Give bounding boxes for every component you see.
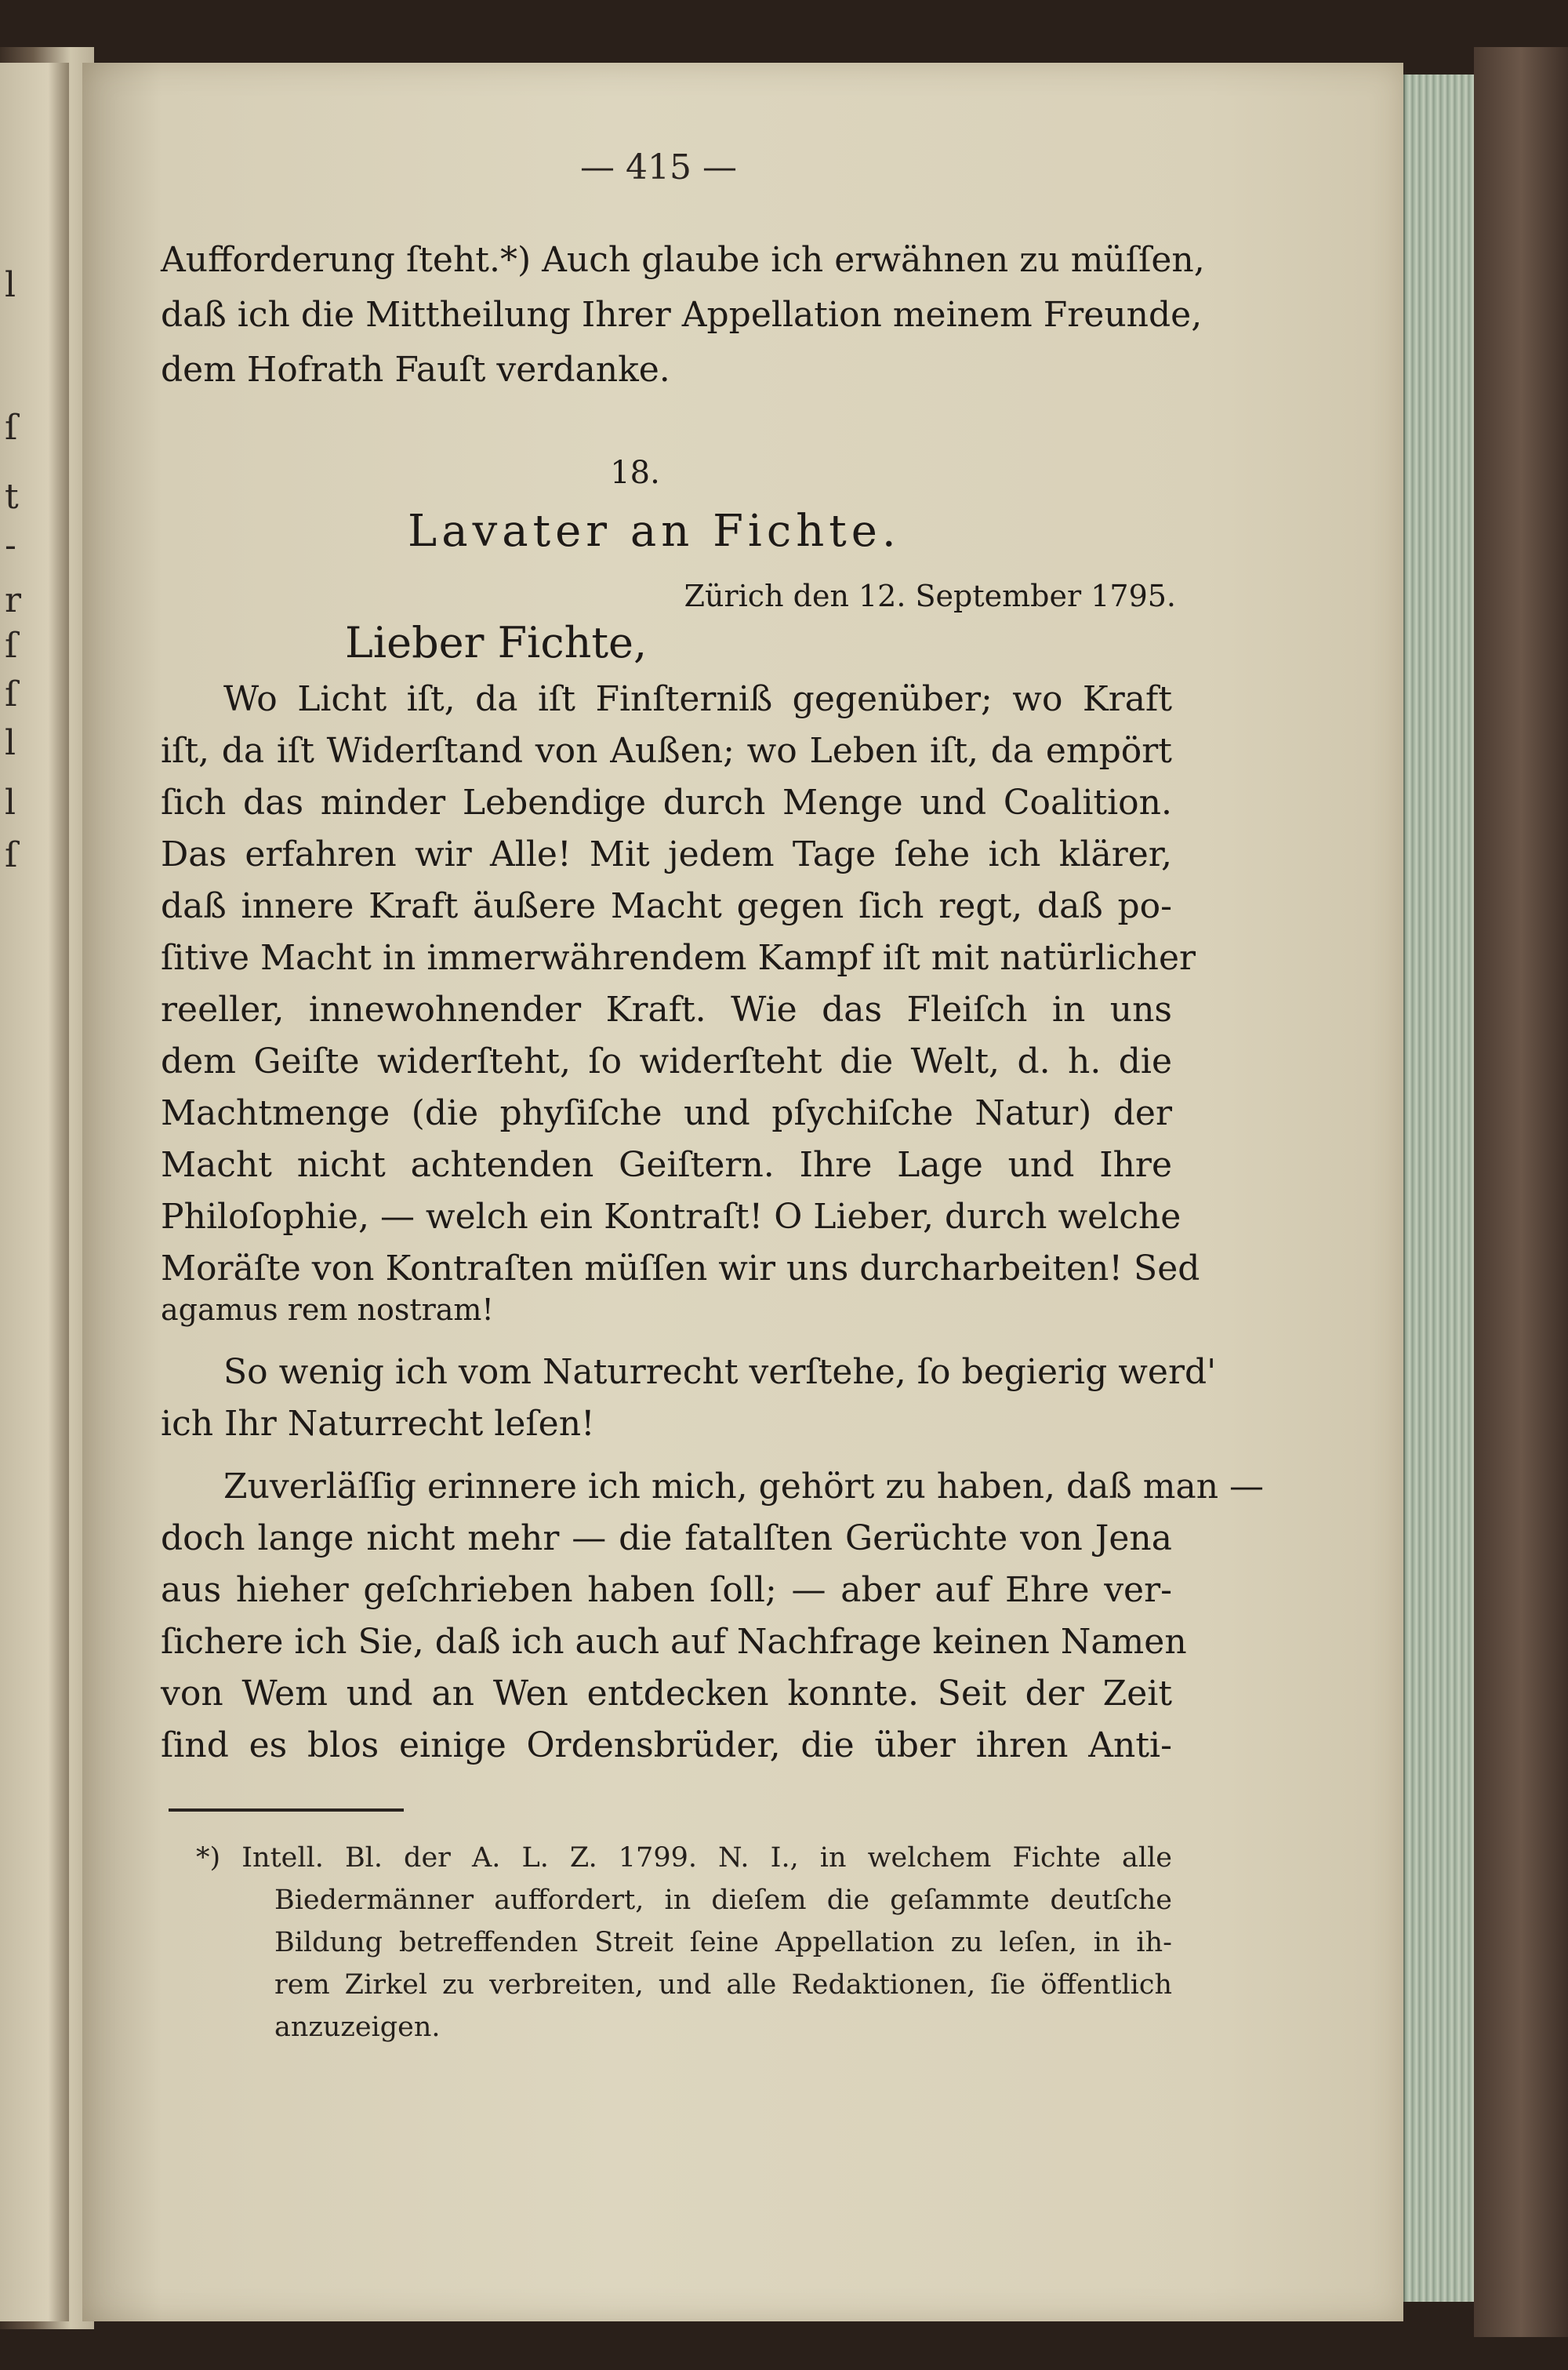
facing-page-fragment: l <box>5 783 16 823</box>
text-line: Zuverläſſig erinnere ich mich, gehört zu haben, daß man — <box>223 1467 1265 1507</box>
text-line: ich Ihr Naturrecht leſen! <box>161 1404 595 1444</box>
text-line: aus hieher geſchrieben haben ſoll; — aber auf Ehre ver- <box>161 1570 1172 1610</box>
facing-page-fragment: l <box>5 265 16 305</box>
section-number: 18. <box>610 455 660 491</box>
dateline: Zürich den 12. September 1795. <box>684 579 1176 613</box>
text-line: ſichere ich Sie, daß ich auch auf Nachfrage keinen Namen <box>161 1622 1187 1662</box>
text-line: ſich das minder Lebendige durch Menge und Coalition. <box>161 783 1172 823</box>
text-line: Aufforderung ſteht.*) Auch glaube ich erwähnen zu müſſen, <box>161 240 1205 280</box>
text-line: dem Geiſte widerſteht, ſo widerſteht die Welt, d. h. die <box>161 1041 1172 1081</box>
footnote-line: *) Intell. Bl. der A. L. Z. 1799. N. I., in welchem Fichte alle <box>196 1842 1172 1874</box>
text-line: So wenig ich vom Naturrecht verſtehe, ſo begierig werd' <box>223 1352 1217 1392</box>
text-line: ſitive Macht in immerwährendem Kampf iſt mit natürlicher <box>161 938 1196 978</box>
footnote-line: rem Zirkel zu verbreiten, und alle Redaktionen, ſie öffentlich <box>274 1969 1172 2001</box>
text-line: dem Hofrath Fauſt verdanke. <box>161 350 670 390</box>
text-line: Philoſophie, — welch ein Kontraſt! O Lieber, durch welche <box>161 1197 1181 1237</box>
text-line: Machtmenge (die phyſiſche und pſychiſche Natur) der <box>161 1093 1172 1133</box>
footnote-line: Bildung betreffenden Streit ſeine Appellation zu leſen, in ih- <box>274 1927 1172 1958</box>
footnote-line: anzuzeigen. <box>274 2012 441 2043</box>
facing-page-fragment: - <box>5 525 16 565</box>
text-line: von Wem und an Wen entdecken konnte. Seit der Zeit <box>161 1674 1172 1714</box>
facing-page-fragment: ſ <box>5 408 18 448</box>
footnote-rule <box>169 1808 404 1812</box>
facing-page-fragment: t <box>5 477 19 517</box>
text-line: Moräſte von Kontraſten müſſen wir uns durcharbeiten! Sed <box>161 1249 1200 1289</box>
text-line: Wo Licht iſt, da iſt Finſterniß gegenüber; wo Kraft <box>223 679 1172 719</box>
facing-page-fragment: l <box>5 723 16 763</box>
facing-page-edge <box>0 63 69 2321</box>
text-line: daß ich die Mittheilung Ihrer Appellation meinem Freunde, <box>161 295 1203 335</box>
text-line: agamus rem nostram! <box>161 1292 494 1327</box>
running-head: — 415 — <box>580 147 737 187</box>
text-line: daß innere Kraft äußere Macht gegen ſich regt, daß po- <box>161 886 1172 926</box>
letter-heading: Lavater an Fichte. <box>408 506 901 557</box>
facing-page-fragment: ſ <box>5 674 18 714</box>
text-line: ſind es blos einige Ordensbrüder, die über ihren Anti- <box>161 1725 1172 1765</box>
text-line: reeller, innewohnender Kraft. Wie das Fleiſch in uns <box>161 990 1172 1030</box>
facing-page-fragment: r <box>5 580 22 620</box>
text-line: iſt, da iſt Widerſtand von Außen; wo Leben iſt, da empört <box>161 731 1172 771</box>
facing-page-fragment: ſ <box>5 835 18 875</box>
page-stack-edges <box>1403 75 1475 2302</box>
book-cover <box>1474 47 1568 2337</box>
text-line: Macht nicht achtenden Geiſtern. Ihre Lage und Ihre <box>161 1145 1172 1185</box>
facing-page-fragment: ſ <box>5 626 18 666</box>
salutation: Lieber Fichte, <box>345 618 648 667</box>
footnote-line: Biedermänner auffordert, in dieſem die geſammte deutſche <box>274 1885 1172 1916</box>
text-line: doch lange nicht mehr — die fatalſten Gerüchte von Jena <box>161 1518 1172 1558</box>
text-line: Das erfahren wir Alle! Mit jedem Tage ſehe ich klärer, <box>161 834 1172 874</box>
